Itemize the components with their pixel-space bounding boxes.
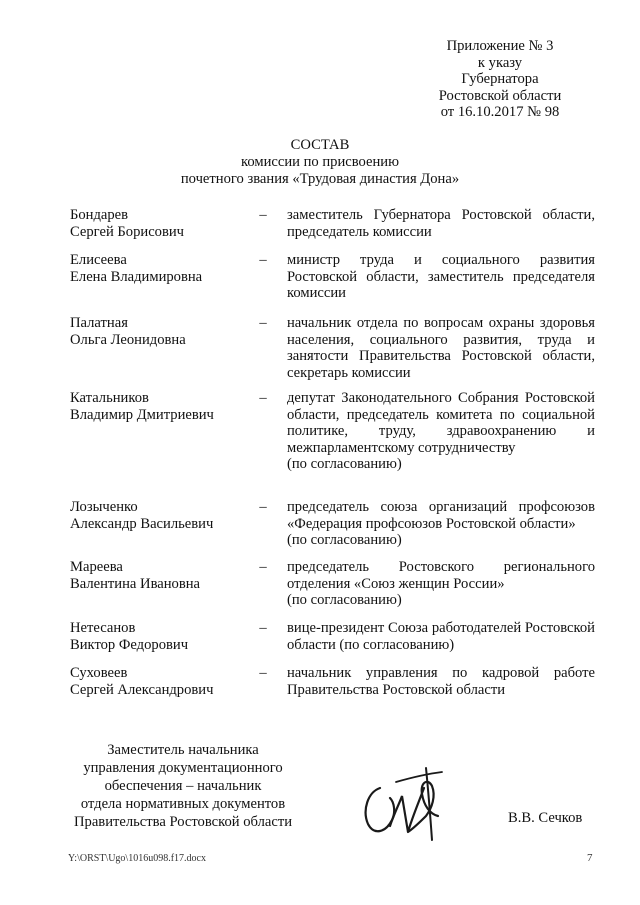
member-surname: Катальников <box>70 390 149 406</box>
member-name <box>70 620 250 653</box>
signatory-position-line: Заместитель начальника <box>107 742 259 758</box>
member-role: начальник управления по кадровой работе Правительства Ростовской области <box>287 665 595 698</box>
member-approval-note: (по согласованию) <box>287 532 402 548</box>
member-dash: – <box>259 499 267 515</box>
member-role: вице-президент Союза работодателей Ростовской области (по согласованию) <box>287 620 595 653</box>
page-number: 7 <box>587 852 593 864</box>
member-given-name: Елена Владимировна <box>70 268 203 285</box>
appendix-header <box>420 38 580 121</box>
member-role: заместитель Губернатора Ростовской области, председатель комиссии <box>287 207 595 240</box>
member-role: начальник отдела по вопросам охраны здоровья населения, социального развития, труда и занятости Правительства Ростовской области, секретарь комиссии <box>287 315 595 381</box>
member-dash: – <box>259 665 267 681</box>
member-given-name: Сергей Борисович <box>70 223 185 240</box>
member-dash: – <box>259 390 267 406</box>
appendix-decree: к указу <box>477 54 523 71</box>
member-name <box>70 559 250 592</box>
member-surname: Елисеева <box>70 252 127 268</box>
member-given-name: Владимир Дмитриевич <box>70 406 214 423</box>
member-dash: – <box>259 620 267 636</box>
member-name <box>70 252 250 285</box>
member-approval-note: (по согласованию) <box>287 456 402 472</box>
title-subline: почетного звания «Трудовая династия Дона» <box>180 171 460 187</box>
title-subline: комиссии по присвоению <box>240 154 400 170</box>
member-role: министр труда и социального развития Ростовской области, заместитель председателя комиссии <box>287 252 595 301</box>
signatory-position-line: отдела нормативных документов <box>80 796 286 812</box>
signatory-position-line: Правительства Ростовской области <box>73 814 293 830</box>
member-surname: Лозыченко <box>70 499 138 515</box>
appendix-date: от 16.10.2017 № 98 <box>440 104 560 120</box>
member-surname: Нетесанов <box>70 620 136 636</box>
member-name <box>70 665 250 698</box>
member-given-name: Валентина Ивановна <box>70 575 201 592</box>
member-dash: – <box>259 207 267 223</box>
member-approval-note: (по согласованию) <box>287 592 402 608</box>
member-name <box>70 390 250 423</box>
member-role-text: депутат Законодательного Собрания Ростовской области, председатель комитета по социальной политике, труду, здравоохранению и межпарламентскому сотрудничеству <box>287 390 595 456</box>
handwritten-signature <box>350 758 460 848</box>
member-role <box>287 390 595 473</box>
member-role-text: председатель союза организаций профсоюзов «Федерация профсоюзов Ростовской области» <box>287 499 595 532</box>
member-role <box>287 559 595 609</box>
member-name <box>70 499 250 532</box>
member-dash: – <box>259 315 267 331</box>
appendix-governor: Губернатора <box>461 71 539 87</box>
title-heading: СОСТАВ <box>290 137 350 153</box>
member-name <box>70 315 250 348</box>
member-dash: – <box>259 252 267 268</box>
member-given-name: Сергей Александрович <box>70 681 214 698</box>
member-surname: Суховеев <box>70 665 128 681</box>
footer-file-path: Y:\ORST\Ugo\1016u098.f17.docx <box>68 853 206 864</box>
member-given-name: Александр Васильевич <box>70 515 214 532</box>
signatory-position <box>58 741 308 831</box>
signatory-position-line: обеспечения – начальник <box>104 778 262 794</box>
member-name <box>70 207 250 240</box>
document-title <box>140 137 500 188</box>
member-dash: – <box>259 559 267 575</box>
signatory-position-line: управления документационного <box>83 760 283 776</box>
member-role <box>287 499 595 549</box>
appendix-region: Ростовской области <box>438 87 562 104</box>
member-given-name: Виктор Федорович <box>70 636 189 653</box>
signer-name: В.В. Сечков <box>508 810 583 826</box>
member-role-text: председатель Ростовского регионального отделения «Союз женщин России» <box>287 559 595 592</box>
member-given-name: Ольга Леонидовна <box>70 331 186 348</box>
appendix-number: Приложение № 3 <box>446 38 554 54</box>
member-surname: Мареева <box>70 559 123 575</box>
member-surname: Палатная <box>70 315 128 331</box>
member-surname: Бондарев <box>70 207 129 223</box>
